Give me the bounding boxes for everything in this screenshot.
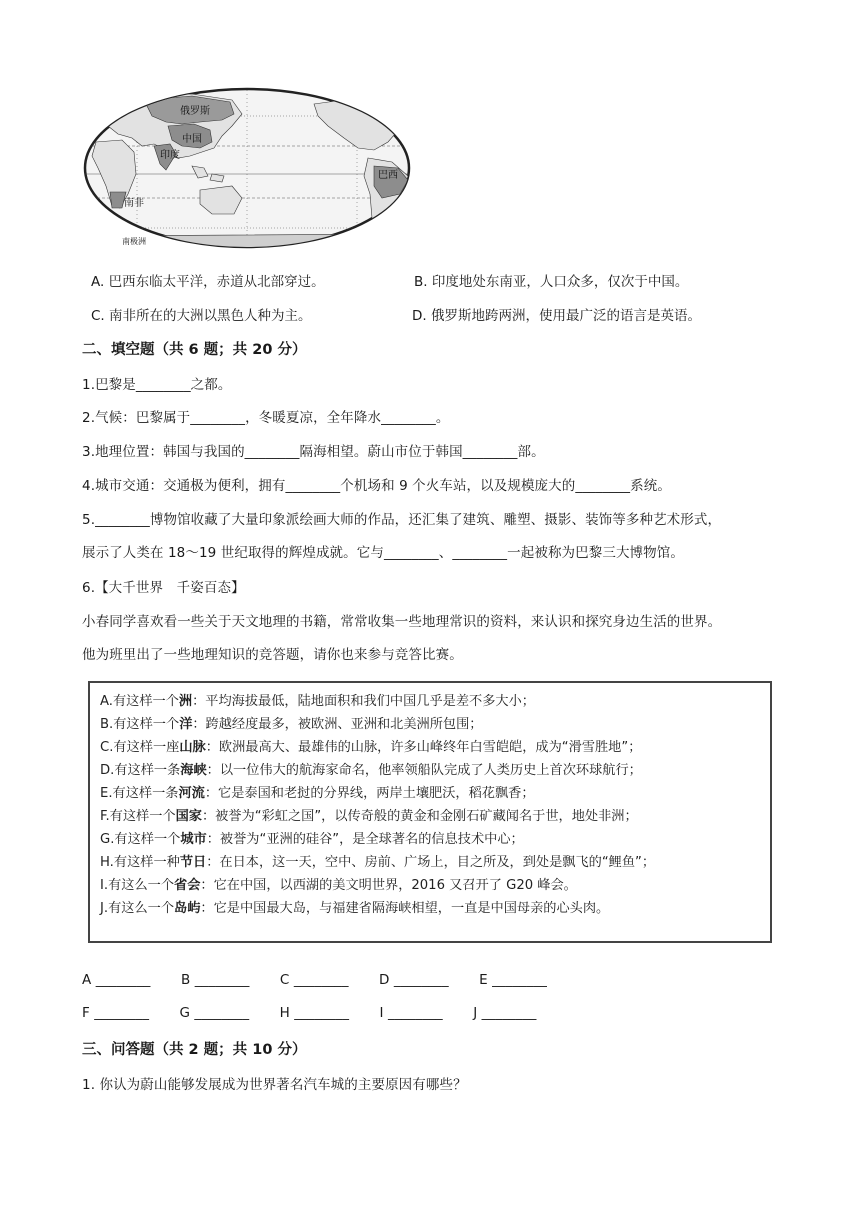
question-3: 3.地理位置：韩国与我国的________隔海相望。蔚山市位于韩国________部。 [82, 444, 545, 460]
blank-h[interactable]: H ________ [279, 1005, 350, 1021]
question-6-paragraph-2: 他为班里出了一些地理知识的竞答题，请你也来参与竞答比赛。 [82, 647, 463, 663]
clue-line-a: A.有这样一个洲：平均海拔最低，陆地面积和我们中国几乎是差不多大小； [100, 694, 535, 709]
clue-line-g: G.有这样一个城市：被誉为“亚洲的硅谷”，是全球著名的信息技术中心； [100, 832, 524, 847]
map-label-brazil: 巴西 [378, 170, 398, 181]
option-a: A. 巴西东临太平洋，赤道从北部穿过。 [91, 274, 325, 290]
option-c: C. 南非所在的大洲以黑色人种为主。 [91, 308, 312, 324]
question-5-line-2: 展示了人类在 18～19 世纪取得的辉煌成就。它与________、________一起被称为巴黎三大博物馆。 [82, 545, 684, 561]
map-label-russia: 俄罗斯 [180, 106, 210, 117]
blank-i[interactable]: I ________ [379, 1005, 443, 1021]
clue-line-d: D.有这样一条海峡：以一位伟大的航海家命名，他率领船队完成了人类历史上首次环球航行； [100, 763, 642, 778]
clue-line-h: H.有这样一种节日：在日本，这一天，空中、房前、广场上，目之所及，到处是飘飞的“鲤鱼”； [100, 855, 656, 870]
question-5-line-1: 5.________博物馆收藏了大量印象派绘画大师的作品，还汇集了建筑、雕塑、摄影、装饰等多种艺术形式， [82, 512, 722, 528]
blank-f[interactable]: F ________ [82, 1005, 150, 1021]
clue-line-f: F.有这样一个国家：被誉为“彩虹之国”，以传奇般的黄金和金刚石矿藏闻名于世，地处非洲； [100, 809, 638, 824]
quiz-clue-box [88, 681, 772, 943]
option-b: B. 印度地处东南亚，人口众多，仅次于中国。 [414, 274, 689, 290]
blank-b[interactable]: B ________ [180, 972, 250, 988]
question-1: 1.巴黎是________之都。 [82, 377, 232, 393]
blank-e[interactable]: E ________ [479, 972, 547, 988]
section-3-title: 三、问答题（共 2 题；共 10 分） [82, 1042, 307, 1058]
question-6-title: 6.【大千世界 千姿百态】 [82, 580, 245, 596]
blank-j[interactable]: J ________ [473, 1005, 537, 1021]
question-4: 4.城市交通：交通极为便利，拥有________个机场和 9 个火车站，以及规模庞大的________系统。 [82, 478, 671, 494]
section-3-question-1: 1. 你认为蔚山能够发展成为世界著名汽车城的主要原因有哪些？ [82, 1077, 467, 1093]
blank-c[interactable]: C ________ [279, 972, 349, 988]
map-label-india: 印度 [160, 150, 180, 161]
world-map-figure [82, 86, 412, 251]
clue-line-b: B.有这样一个洋：跨越经度最多，被欧洲、亚洲和北美洲所包围； [100, 717, 483, 732]
world-map [82, 86, 412, 251]
answer-blanks-row-1 [82, 972, 573, 988]
section-2-title: 二、填空题（共 6 题；共 20 分） [82, 342, 307, 358]
clue-line-c: C.有这样一座山脉：欧洲最高大、最雄伟的山脉，许多山峰终年白雪皑皑，成为“滑雪胜地”； [100, 740, 642, 755]
answer-blanks-row-2 [82, 1005, 562, 1021]
clue-line-j: J.有这么一个岛屿：它是中国最大岛，与福建省隔海峡相望，一直是中国母亲的心头肉。 [100, 901, 610, 916]
blank-a[interactable]: A ________ [82, 972, 151, 988]
option-d: D. 俄罗斯地跨两洲，使用最广泛的语言是英语。 [412, 308, 701, 324]
blank-d[interactable]: D ________ [379, 972, 449, 988]
map-label-antarctica: 南极洲 [122, 237, 146, 246]
blank-g[interactable]: G ________ [179, 1005, 250, 1021]
question-6-paragraph-1: 小春同学喜欢看一些关于天文地理的书籍，常常收集一些地理常识的资料，来认识和探究身边生活的世界。 [82, 614, 722, 630]
map-label-south-africa: 南非 [124, 198, 144, 209]
clue-line-i: I.有这么一个省会：它在中国，以西湖的美文明世界，2016 又召开了 G20 峰会。 [100, 878, 577, 893]
question-2: 2.气候：巴黎属于________，冬暖夏凉，全年降水________。 [82, 410, 450, 426]
clue-line-e: E.有这样一条河流：它是泰国和老挝的分界线，两岸土壤肥沃，稻花飘香； [100, 786, 535, 801]
map-label-china: 中国 [182, 134, 202, 145]
